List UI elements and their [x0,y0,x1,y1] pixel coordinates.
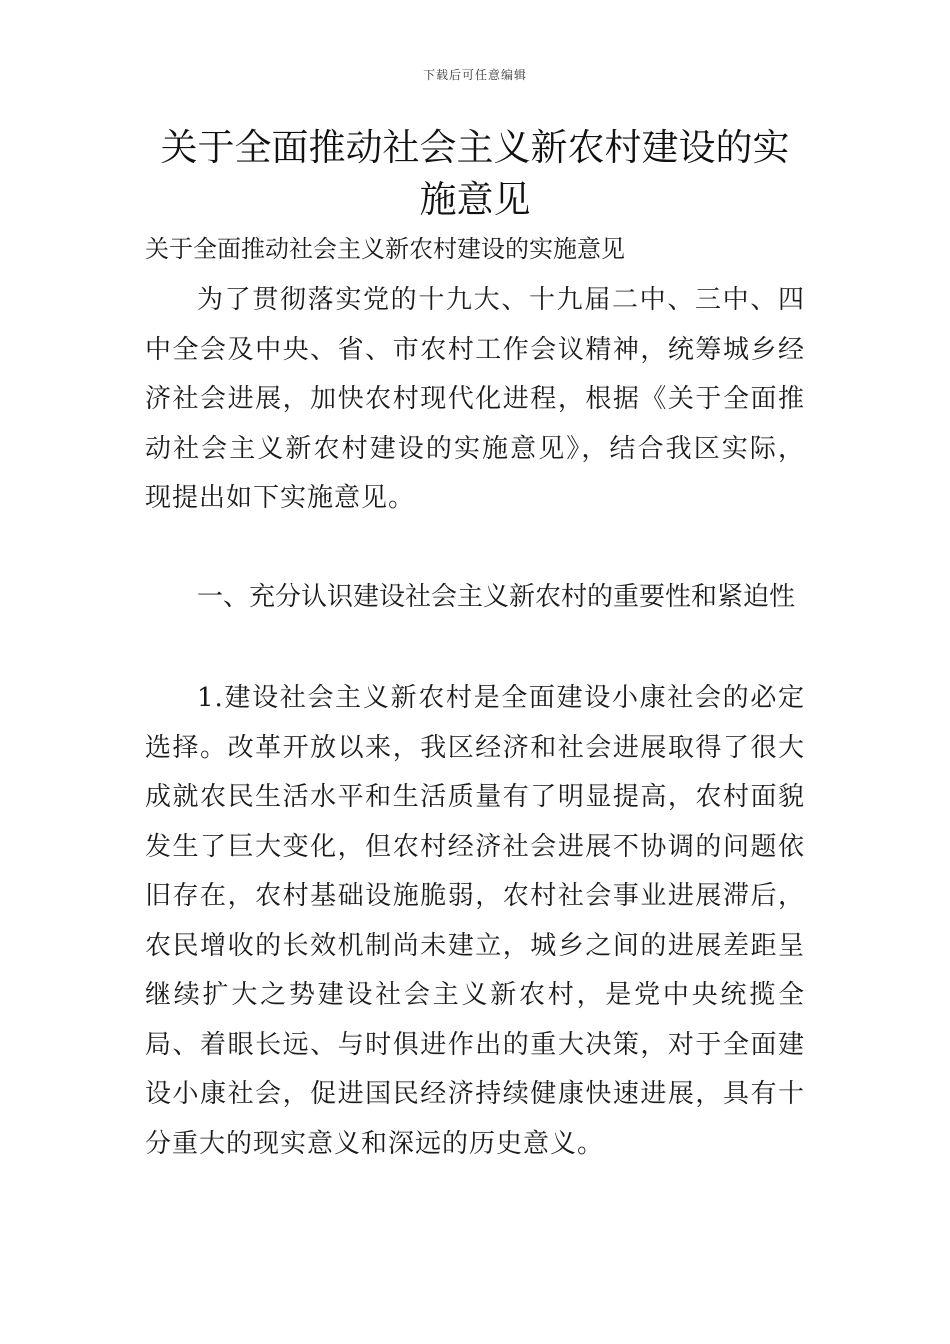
section-heading: 一、充分认识建设社会主义新农村的重要性和紧迫性 [197,582,796,612]
document-title: 关于全面推动社会主义新农村建设的实施意见 [160,126,790,221]
body-paragraph: 1.建设社会主义新农村是全面建设小康社会的必定选择。改革开放以来，我区经济和社会进展取得了很大成就农民生活水平和生活质量有了明显提高，农村面貌发生了巨大变化，但农村经济社会进展不协调的问题依旧存在，农村基础设施脆弱，农村社会事业进展滞后，农民增收的长效机制尚未建立，城乡之间的进展差距呈继续扩大之势建设社会主义新农村，是党中央统揽全局、着眼长远、与时俱进作出的重大决策，对于全面建设小康社会，促进国民经济持续健康快速进展，具有十分重大的现实意义和深远的历史意义。 [145,683,805,1159]
intro-paragraph: 为了贯彻落实党的十九大、十九届二中、三中、四中全会及中央、省、市农村工作会议精神，统筹城乡经济社会进展，加快农村现代化进程，根据《关于全面推动社会主义新农村建设的实施意见》，结合我区实际，现提出如下实施意见。 [145,285,805,513]
header-note: 下载后可任意编辑 [422,68,527,82]
document-subtitle: 关于全面推动社会主义新农村建设的实施意见 [145,235,625,263]
